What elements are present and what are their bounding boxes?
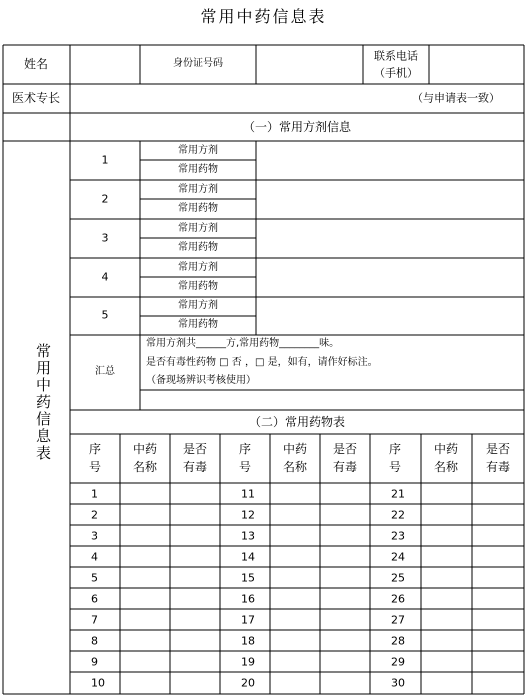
row-number: 23 xyxy=(391,529,405,542)
row-number: 10 xyxy=(91,676,105,689)
drug-label: 常用药物 xyxy=(178,242,218,253)
column-header xyxy=(333,440,357,476)
column-header-line: 是否 xyxy=(182,442,208,456)
column-header xyxy=(133,440,157,476)
specialty-label: 医术专长 xyxy=(11,91,61,105)
section1-title: （一）常用方剂信息 xyxy=(242,120,352,134)
summary-label: 汇总 xyxy=(95,366,115,377)
row-number: 17 xyxy=(241,613,255,626)
row-number: 25 xyxy=(391,571,405,584)
column-header-line: 名称 xyxy=(282,460,308,474)
name-label: 姓名 xyxy=(23,57,49,71)
column-header-line: 有毒 xyxy=(182,460,208,474)
column-header-line: 序 xyxy=(388,442,402,456)
column-header xyxy=(89,440,101,476)
row-number: 5 xyxy=(91,571,98,584)
row-number: 22 xyxy=(391,508,405,521)
column-header-line: 中药 xyxy=(282,442,308,456)
formula-row-number: 1 xyxy=(101,153,109,167)
phone-label: 联系电话 xyxy=(374,49,418,63)
row-number: 26 xyxy=(391,592,405,605)
formula-label: 常用方剂 xyxy=(178,262,218,273)
drug-label: 常用药物 xyxy=(178,203,218,214)
formula-label: 常用方剂 xyxy=(178,145,218,156)
formula-row-number: 5 xyxy=(101,308,109,322)
specialty-note: （与申请表一致） xyxy=(412,91,500,105)
summary-line-2: 是否有毒性药物 □ 否 ，□ 是，如有，请作好标注。 xyxy=(146,357,378,368)
row-number: 2 xyxy=(91,508,98,521)
column-header xyxy=(389,440,401,476)
summary-line-1: 常用方剂共______方,常用药物________味。 xyxy=(146,338,340,349)
row-number: 7 xyxy=(91,613,98,626)
row-number: 3 xyxy=(91,529,98,542)
row-number: 6 xyxy=(91,592,98,605)
row-number: 29 xyxy=(391,655,405,668)
row-number: 4 xyxy=(91,550,98,563)
column-header-line: 名称 xyxy=(433,460,459,474)
column-header xyxy=(183,440,207,476)
formula-label: 常用方剂 xyxy=(178,223,218,234)
row-number: 24 xyxy=(391,550,405,563)
phone-label-mobile: （手机） xyxy=(374,66,418,80)
row-number: 9 xyxy=(91,655,98,668)
row-number: 8 xyxy=(91,634,98,647)
formula-label: 常用方剂 xyxy=(178,184,218,195)
column-header xyxy=(486,440,510,476)
drug-label: 常用药物 xyxy=(178,281,218,292)
row-number: 21 xyxy=(391,487,405,500)
column-header-line: 是否 xyxy=(332,442,358,456)
column-header-line: 序 xyxy=(238,442,252,456)
row-number: 13 xyxy=(241,529,255,542)
column-header-line: 中药 xyxy=(132,442,158,456)
row-number: 19 xyxy=(241,655,255,668)
row-number: 14 xyxy=(241,550,255,563)
summary-line-3: （备现场辨识考核使用） xyxy=(146,375,256,386)
column-header-line: 中药 xyxy=(433,442,459,456)
row-number: 15 xyxy=(241,571,255,584)
row-number: 11 xyxy=(241,487,255,500)
section2-title: （二）常用药物表 xyxy=(248,415,346,429)
column-header xyxy=(239,440,251,476)
row-number: 28 xyxy=(391,634,405,647)
formula-label: 常用方剂 xyxy=(178,300,218,311)
id-number-label: 身份证号码 xyxy=(173,58,223,69)
formula-row-number: 4 xyxy=(101,270,109,284)
column-header-line: 是否 xyxy=(485,442,511,456)
column-header-line: 号 xyxy=(238,460,252,474)
column-header-line: 有毒 xyxy=(332,460,358,474)
page-title: 常用中药信息表 xyxy=(200,7,327,26)
formula-row-number: 2 xyxy=(101,192,109,206)
side-label: 常用中药信息表 xyxy=(34,343,52,462)
row-number: 20 xyxy=(241,676,255,689)
column-header xyxy=(283,440,307,476)
row-number: 1 xyxy=(91,487,98,500)
column-header-line: 号 xyxy=(88,460,102,474)
column-header xyxy=(434,440,458,476)
formula-row-number: 3 xyxy=(101,231,109,245)
drug-label: 常用药物 xyxy=(178,164,218,175)
row-number: 30 xyxy=(391,676,405,689)
column-header-line: 有毒 xyxy=(485,460,511,474)
row-number: 12 xyxy=(241,508,255,521)
column-header-line: 号 xyxy=(388,460,402,474)
column-header-line: 序 xyxy=(88,442,102,456)
row-number: 18 xyxy=(241,634,255,647)
column-header-line: 名称 xyxy=(132,460,158,474)
drug-label: 常用药物 xyxy=(178,319,218,330)
row-number: 27 xyxy=(391,613,405,626)
row-number: 16 xyxy=(241,592,255,605)
